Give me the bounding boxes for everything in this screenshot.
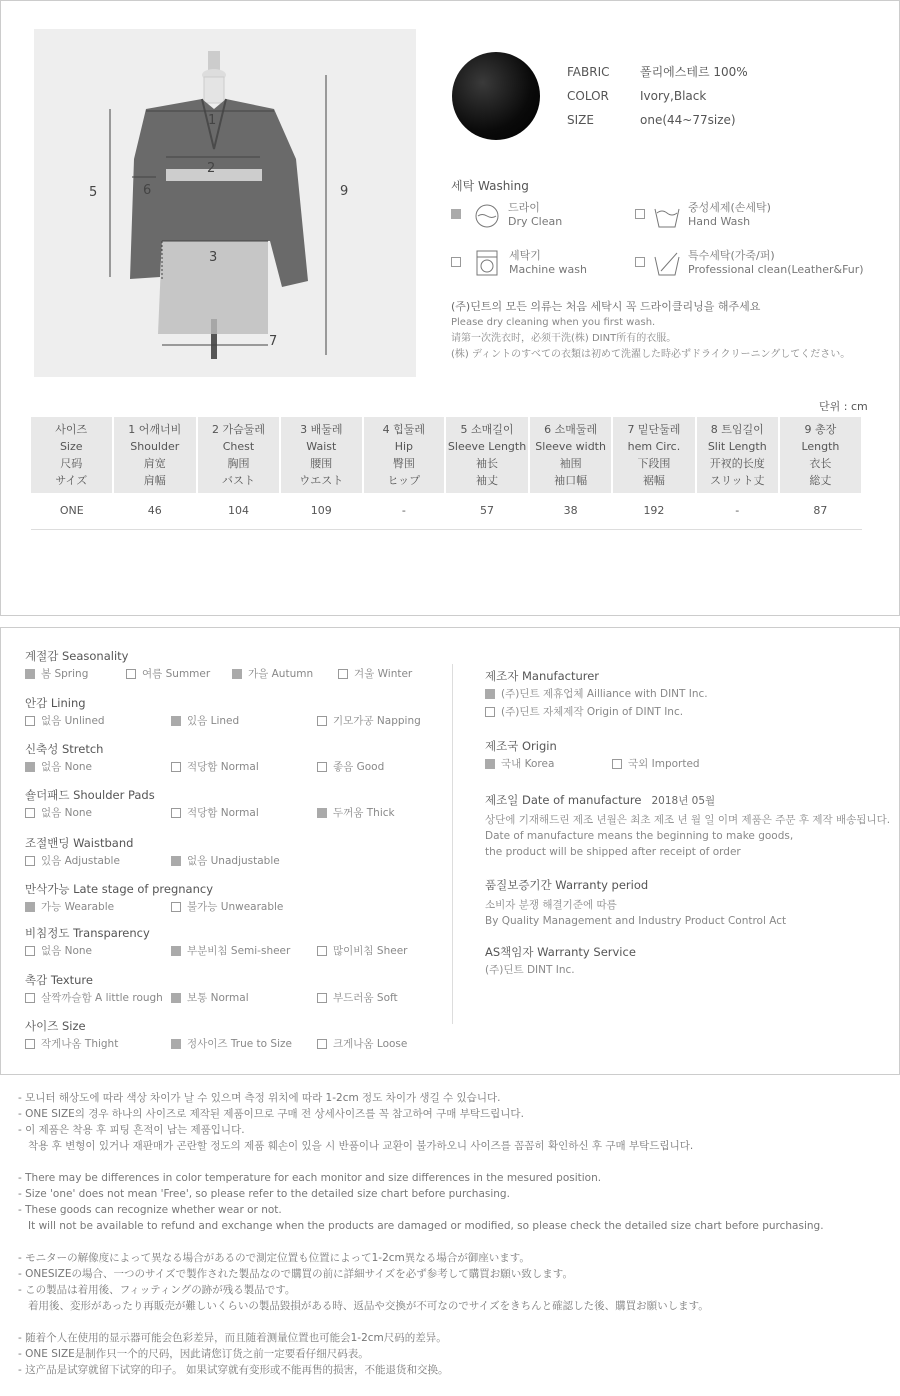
header-line: Waist — [306, 440, 337, 453]
checkbox — [612, 759, 622, 769]
option-label: 많이비침 Sheer — [333, 945, 408, 957]
wash-hand-en: Hand Wash — [688, 215, 751, 228]
checkbox — [25, 946, 35, 956]
size-table-header-cell — [696, 417, 779, 493]
footer-line: - 모니터 해상도에 따라 색상 차이가 날 수 있으며 측정 위치에 따라 1-2cm 정도 차이가 생길 수 있습니다. — [18, 1092, 501, 1104]
header-line: 裾幅 — [642, 474, 665, 487]
size-row — [567, 113, 736, 127]
table-cell: 38 — [529, 493, 612, 529]
warranty-title: 품질보증기간 Warranty period — [485, 878, 649, 892]
header-line: 袖口幅 — [554, 474, 588, 487]
attribute-option — [232, 666, 313, 681]
warranty-description — [485, 897, 786, 929]
option-label: 좋음 Good — [333, 761, 385, 773]
checkbox — [338, 669, 348, 679]
date-value: 2018년 05월 — [651, 795, 716, 807]
attribute-option — [171, 759, 259, 774]
option-label: 있음 Adjustable — [41, 855, 120, 867]
checkbox — [25, 993, 35, 1003]
header-line: Shoulder — [130, 440, 180, 453]
date-line: the product will be shipped after receipt of order — [485, 846, 741, 858]
checkbox — [317, 993, 327, 1003]
service-value: (주)딘트 DINT Inc. — [485, 964, 575, 976]
date-title-text: 제조일 Date of manufacture — [485, 793, 642, 807]
attribute-option — [317, 943, 407, 958]
header-line: 臀围 — [392, 457, 415, 470]
date-title — [485, 792, 715, 808]
size-table-header-cell — [280, 417, 363, 493]
checkbox — [317, 762, 327, 772]
footer-line: - この製品は着用後、フィッティングの跡が残る製品です。 — [18, 1284, 296, 1296]
footer-line: - 이 제품은 착용 후 피팅 흔적이 남는 제품입니다. — [18, 1124, 245, 1136]
measure-label-1: 1 — [208, 113, 217, 128]
header-line: 1 어깨너비 — [128, 423, 182, 436]
footer-line: - モニターの解像度によって異なる場合があるので測定位置も位置によって1-2cm異なる場合が御座います。 — [18, 1252, 530, 1264]
measure-label-9: 9 — [340, 184, 349, 199]
size-table — [31, 417, 863, 530]
size-label: SIZE — [567, 113, 594, 127]
footer-line: - These goods can recognize whether wear or not. — [18, 1204, 282, 1216]
attribute-title: 계절감 Seasonality — [25, 649, 129, 663]
header-line: Slit Length — [707, 440, 767, 453]
attribute-option — [171, 990, 249, 1005]
origin-option-korea — [485, 756, 554, 771]
checkbox — [171, 993, 181, 1003]
option-label: 불가능 Unwearable — [187, 901, 284, 913]
warranty-line: 소비자 분쟁 해결기준에 따름 — [485, 899, 617, 911]
header-line: サイズ — [55, 474, 88, 487]
attribute-option — [25, 943, 92, 958]
checkbox — [25, 902, 35, 912]
option-label: 가능 Wearable — [41, 901, 115, 913]
footer-line: - Size 'one' does not mean 'Free', so please refer to the detailed size chart before purchasing. — [18, 1188, 510, 1200]
checkbox — [485, 759, 495, 769]
header-line: スリット丈 — [709, 474, 765, 487]
garment-illustration — [34, 29, 416, 377]
header-line: 総丈 — [809, 474, 832, 487]
option-label: 가을 Autumn — [248, 668, 314, 680]
footer-line: - There may be differences in color temperature for each monitor and size differences in the mesured position. — [18, 1172, 602, 1184]
fabric-value: 폴리에스테르 100% — [640, 65, 748, 79]
footer-line: It will not be available to refund and exchange when the products are damaged or modified, so please check the detailed size chart before purchasing. — [18, 1220, 824, 1232]
footer-line: - ONESIZEの場合、一つのサイズで製作された製品なので購買の前に詳細サイズを必ず参考して購買お願い致します。 — [18, 1268, 573, 1280]
header-line: 사이즈 — [55, 423, 88, 436]
checkbox — [25, 856, 35, 866]
attribute-title: 촉감 Texture — [25, 973, 93, 987]
color-value: Ivory,Black — [640, 89, 707, 103]
footer-line: - 随着个人在使用的显示器可能会色彩差异，而且随着测量位置也可能会1-2cm尺码的差异。 — [18, 1332, 447, 1344]
checkbox — [171, 762, 181, 772]
header-line: Chest — [222, 440, 255, 453]
wash-hand-checkbox — [635, 209, 645, 219]
notice-ja: (株) ディントのすべての衣類は初めて洗濯した時必ずドライクリーニングしてください。 — [451, 349, 851, 360]
checkbox — [317, 808, 327, 818]
option-label: 있음 Lined — [187, 715, 240, 727]
table-cell: - — [363, 493, 445, 529]
warranty-line: By Quality Management and Industry Product Control Act — [485, 915, 787, 927]
header-line: 肩宽 — [143, 457, 166, 470]
header-line: 腰围 — [310, 457, 333, 470]
option-label: 보통 Normal — [187, 992, 249, 1004]
wash-dry-checkbox — [451, 209, 461, 219]
option-label: 적당함 Normal — [187, 761, 259, 773]
notice-ko: (주)딘트의 모든 의류는 처음 세탁시 꼭 드라이클리닝을 해주세요 — [451, 300, 761, 313]
table-cell: ONE — [31, 493, 113, 529]
wash-professional-ko: 특수세탁(가죽/퍼) — [688, 249, 775, 262]
attribute-option — [126, 666, 210, 681]
option-label: 두꺼움 Thick — [333, 807, 395, 819]
attribute-title: 안감 Lining — [25, 696, 86, 710]
header-line: Hip — [394, 440, 414, 453]
attribute-option — [171, 853, 280, 868]
fabric-swatch — [452, 52, 540, 140]
size-value: one(44~77size) — [640, 113, 736, 127]
wash-professional-checkbox — [635, 257, 645, 267]
attribute-option — [25, 805, 92, 820]
measure-label-6: 6 — [143, 183, 152, 198]
header-line: 袖丈 — [476, 474, 499, 487]
product-details-section — [0, 627, 900, 1075]
date-line: 상단에 기재해드린 제조 년월은 최초 제조 년 월 일 이며 제품은 주문 후 제작 배송됩니다. — [485, 814, 891, 826]
size-table-header-cell — [113, 417, 198, 493]
washing-machine-icon — [475, 249, 499, 277]
checkbox — [171, 808, 181, 818]
table-row — [31, 493, 862, 529]
option-label: 없음 None — [41, 761, 93, 773]
header-line: Size — [59, 440, 83, 453]
attribute-option — [171, 899, 283, 914]
table-cell: 87 — [779, 493, 862, 529]
size-table-header-cell — [445, 417, 529, 493]
table-cell: - — [696, 493, 779, 529]
notice-en: Please dry cleaning when you first wash. — [451, 317, 656, 328]
header-line: 胸围 — [227, 457, 250, 470]
attribute-option — [317, 990, 398, 1005]
header-line: 7 밑단둘레 — [627, 423, 681, 436]
table-cell: 109 — [280, 493, 363, 529]
product-info-section — [0, 0, 900, 616]
option-label: 기모가공 Napping — [333, 715, 421, 727]
option-label: 봄 Spring — [41, 668, 89, 680]
header-line: 袖围 — [559, 457, 582, 470]
option-label: 국내 Korea — [501, 758, 555, 770]
manufacturer-option-alliance — [485, 686, 708, 701]
header-line: 3 배둘레 — [300, 423, 343, 436]
option-label: 크게나옴 Loose — [333, 1038, 408, 1050]
divider — [452, 664, 453, 1024]
product-image — [34, 29, 416, 377]
option-label: 작게나옴 Thight — [41, 1038, 119, 1050]
attribute-option — [25, 990, 163, 1005]
checkbox — [25, 762, 35, 772]
attribute-title: 조절밴딩 Waistband — [25, 836, 134, 850]
date-description — [485, 812, 890, 860]
option-label: 여름 Summer — [142, 668, 211, 680]
size-table-header-cell — [31, 417, 113, 493]
header-line: 8 트임길이 — [710, 423, 764, 436]
header-line: 袖长 — [476, 457, 499, 470]
wash-machine-en: Machine wash — [509, 263, 587, 276]
option-label: 부분비침 Semi-sheer — [187, 945, 291, 957]
option-label: 살짝까슬함 A little rough — [41, 992, 163, 1004]
header-line: 肩幅 — [143, 474, 166, 487]
table-cell: 46 — [113, 493, 198, 529]
measure-label-2: 2 — [207, 161, 216, 176]
option-label: 없음 Unadjustable — [187, 855, 280, 867]
attribute-option — [317, 713, 421, 728]
attribute-option — [317, 759, 384, 774]
attribute-option — [171, 1036, 292, 1051]
origin-title: 제조국 Origin — [485, 739, 557, 753]
attribute-option — [171, 805, 259, 820]
footer-line: - 这产品是试穿就留下试穿的印子。 如果试穿就有变形或不能再售的损害，不能退货和交换。 — [18, 1364, 449, 1376]
option-label: 정사이즈 True to Size — [187, 1038, 292, 1050]
size-table-header-cell — [612, 417, 696, 493]
date-line: Date of manufacture means the beginning to make goods, — [485, 830, 794, 842]
measure-label-7: 7 — [269, 334, 278, 349]
checkbox — [485, 689, 495, 699]
attribute-title: 만삭가능 Late stage of pregnancy — [25, 882, 214, 896]
wash-machine-checkbox — [451, 257, 461, 267]
wash-hand-ko: 중성세제(손세탁) — [688, 201, 771, 214]
hand-wash-icon — [653, 203, 681, 229]
header-line: hem Circ. — [627, 440, 681, 453]
header-line: 9 총장 — [804, 423, 837, 436]
header-line: ウエスト — [299, 474, 344, 487]
color-row — [567, 89, 706, 103]
size-table-header-cell — [363, 417, 445, 493]
wash-dry-en: Dry Clean — [508, 215, 563, 228]
checkbox — [171, 1039, 181, 1049]
footer-line: - ONE SIZE是制作只一个的尺码，因此请您订货之前一定要看仔细尺码表。 — [18, 1348, 369, 1360]
attribute-option — [25, 853, 120, 868]
header-line: Sleeve width — [535, 440, 606, 453]
checkbox — [25, 669, 35, 679]
wash-professional-en: Professional clean(Leather&Fur) — [688, 263, 864, 276]
checkbox — [25, 716, 35, 726]
checkbox — [126, 669, 136, 679]
checkbox — [485, 707, 495, 717]
attribute-option — [25, 1036, 118, 1051]
attribute-option — [317, 1036, 407, 1051]
notice-zh: 请第一次洗衣时，必须干洗(株) DINT所有的衣服。 — [451, 333, 677, 344]
checkbox — [317, 716, 327, 726]
washing-title: 세탁 Washing — [451, 179, 529, 193]
attribute-option — [171, 713, 239, 728]
header-line: 尺码 — [60, 457, 83, 470]
header-line: 4 힙둘레 — [382, 423, 426, 436]
attribute-option — [25, 899, 114, 914]
checkbox — [171, 902, 181, 912]
footer-line: 착용 후 변형이 있거나 재판매가 곤란할 정도의 제품 훼손이 있을 시 반품이나 교환이 불가하오니 사이즈를 꼼꼼히 확인하신 후 구매 부탁드립니다. — [18, 1140, 694, 1152]
size-table-header — [31, 417, 862, 493]
option-label: 없음 Unlined — [41, 715, 105, 727]
footer-line: - ONE SIZE의 경우 하나의 사이즈로 제작된 제품이므로 구매 전 상세사이즈를 꼭 참고하여 구매 부탁드립니다. — [18, 1108, 524, 1120]
header-line: Sleeve Length — [447, 440, 527, 453]
size-table-header-cell — [197, 417, 280, 493]
wash-machine-ko: 세탁기 — [509, 249, 541, 262]
footer-line: 着用後、変形があったり再販売が難しいくらいの製品毀損がある時、返品や交換が不可なのでサイズをきちんと確認した後、購買お願いします。 — [18, 1300, 709, 1312]
fabric-row — [567, 63, 748, 80]
option-label: 없음 None — [41, 807, 93, 819]
table-cell: 192 — [612, 493, 696, 529]
checkbox — [25, 808, 35, 818]
header-line: 衣长 — [809, 457, 832, 470]
professional-clean-icon — [653, 249, 681, 277]
header-line: 下段围 — [637, 457, 671, 470]
checkbox — [171, 856, 181, 866]
attribute-title: 사이즈 Size — [25, 1019, 86, 1033]
attribute-option — [317, 805, 395, 820]
header-line: 6 소매둘레 — [544, 423, 598, 436]
washing-notice — [451, 299, 850, 363]
option-label: 없음 None — [41, 945, 93, 957]
option-label: (주)딘트 자체제작 Origin of DINT Inc. — [501, 706, 684, 718]
attribute-option — [25, 666, 88, 681]
option-label: 부드러움 Soft — [333, 992, 398, 1004]
manufacturer-option-origin — [485, 704, 683, 719]
checkbox — [317, 946, 327, 956]
attribute-title: 비침정도 Transparency — [25, 926, 150, 940]
header-line: 5 소매길이 — [460, 423, 514, 436]
table-cell: 57 — [445, 493, 529, 529]
header-line: 2 가슴둘레 — [211, 423, 265, 436]
wash-dry-ko: 드라이 — [508, 201, 540, 214]
attribute-option — [25, 759, 92, 774]
checkbox — [317, 1039, 327, 1049]
checkbox — [171, 716, 181, 726]
option-label: (주)딘트 제휴업체 Ailliance with DINT Inc. — [501, 688, 708, 700]
option-label: 겨울 Winter — [354, 668, 413, 680]
header-line: ヒップ — [387, 474, 421, 487]
size-table-header-cell — [529, 417, 612, 493]
service-title: AS책임자 Warranty Service — [485, 945, 636, 959]
checkbox — [171, 946, 181, 956]
header-line: バスト — [221, 474, 255, 487]
attribute-option — [171, 943, 290, 958]
header-line: 开衩的长度 — [709, 457, 765, 470]
manufacturer-title: 제조자 Manufacturer — [485, 669, 600, 683]
table-cell: 104 — [197, 493, 280, 529]
option-label: 적당함 Normal — [187, 807, 259, 819]
attribute-option — [25, 713, 105, 728]
fabric-label: FABRIC — [567, 65, 610, 79]
measure-label-3: 3 — [209, 250, 218, 265]
measure-label-5: 5 — [89, 185, 98, 200]
checkbox — [232, 669, 242, 679]
origin-option-imported — [612, 756, 700, 771]
checkbox — [25, 1039, 35, 1049]
size-table-header-cell — [779, 417, 862, 493]
attribute-title: 숄더패드 Shoulder Pads — [25, 788, 155, 802]
attribute-option — [338, 666, 412, 681]
unit-label: 단위 : cm — [819, 400, 868, 413]
header-line: Length — [801, 440, 840, 453]
option-label: 국외 Imported — [628, 758, 700, 770]
color-label: COLOR — [567, 89, 609, 103]
attribute-title: 신축성 Stretch — [25, 742, 104, 756]
dry-clean-icon — [473, 203, 501, 229]
